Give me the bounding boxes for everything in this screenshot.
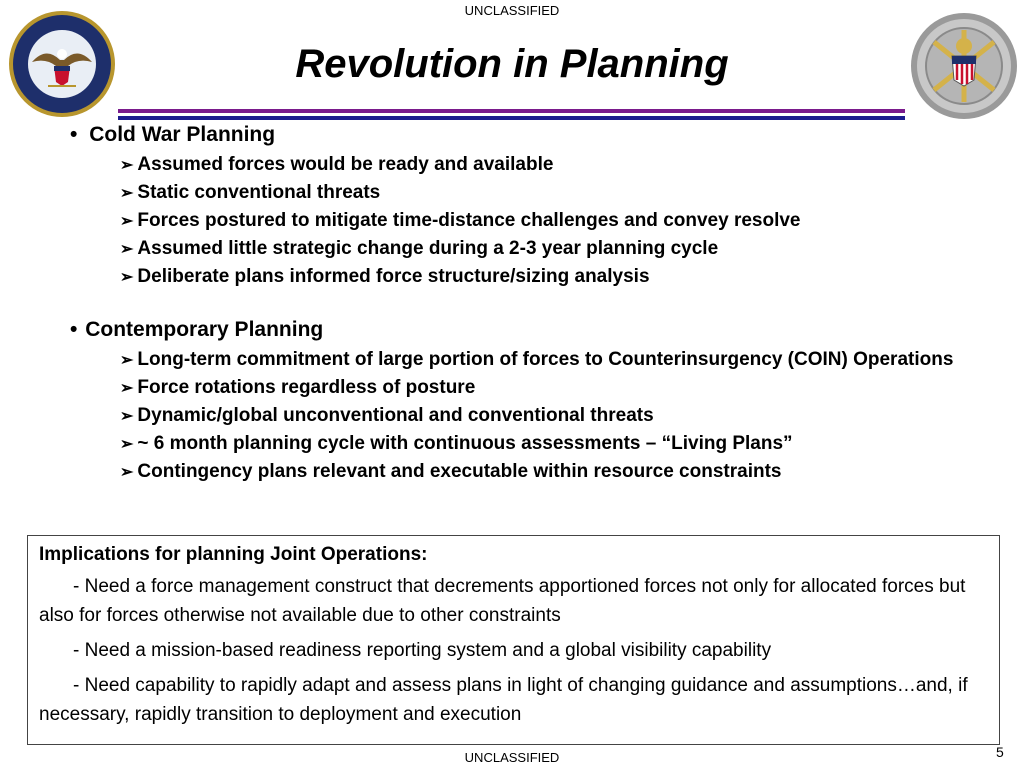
implications-title: Implications for planning Joint Operations:: [39, 544, 428, 565]
list-item-text: Deliberate plans informed force structure/sizing analysis: [137, 266, 650, 287]
cold-war-heading: [70, 123, 275, 147]
classification-banner-top: UNCLASSIFIED: [464, 3, 560, 18]
arrow-bullet-icon: ➢: [120, 269, 134, 286]
list-item-text: Static conventional threats: [137, 182, 381, 203]
list-item-text: Dynamic/global unconventional and conventional threats: [137, 405, 654, 426]
arrow-bullet-icon: ➢: [120, 380, 134, 397]
list-item-text: ~ 6 month planning cycle with continuous assessments – “Living Plans”: [137, 433, 793, 454]
title-rule-purple: [118, 109, 905, 113]
list-item-text: Long-term commitment of large portion of forces to Counterinsurgency (COIN) Operations: [137, 349, 954, 370]
contemporary-heading: [70, 318, 323, 342]
arrow-bullet-icon: ➢: [120, 464, 134, 481]
list-item-text: Contingency plans relevant and executable within resource constraints: [137, 461, 782, 482]
list-item: [120, 235, 1010, 263]
arrow-bullet-icon: ➢: [120, 185, 134, 202]
page-number: 5: [996, 744, 1004, 760]
implication-paragraph: - Need a force management construct that decrements apportioned forces not only for allocated forces but also for forces otherwise not available due to other constraints: [39, 576, 966, 626]
bullet: •: [70, 318, 78, 341]
title-rule-blue: [118, 116, 905, 120]
list-item: [120, 346, 1010, 374]
slide-title: Revolution in Planning: [295, 42, 729, 86]
classification-banner-bottom: UNCLASSIFIED: [464, 750, 560, 765]
arrow-bullet-icon: ➢: [120, 436, 134, 453]
contemporary-heading-text: Contemporary Planning: [85, 318, 324, 341]
list-item: [120, 179, 1010, 207]
list-item: [120, 402, 1010, 430]
list-item-text: Forces postured to mitigate time-distance challenges and convey resolve: [137, 210, 801, 231]
arrow-bullet-icon: ➢: [120, 352, 134, 369]
bullet: •: [70, 123, 78, 146]
list-item: [120, 374, 1010, 402]
arrow-bullet-icon: ➢: [120, 157, 134, 174]
arrow-bullet-icon: ➢: [120, 213, 134, 230]
list-item: [120, 458, 1010, 486]
contemporary-list: [120, 346, 1010, 486]
list-item: [120, 207, 1010, 235]
list-item-text: Assumed forces would be ready and available: [137, 154, 554, 175]
implications-box: [27, 535, 1000, 745]
cold-war-list: [120, 151, 1010, 291]
list-item-text: Force rotations regardless of posture: [137, 377, 476, 398]
implication-paragraph: - Need a mission-based readiness reporting system and a global visibility capability: [73, 640, 772, 661]
arrow-bullet-icon: ➢: [120, 241, 134, 258]
list-item: [120, 263, 1010, 291]
joint-chiefs-of-staff-seal-icon: [910, 12, 1018, 120]
list-item: [120, 151, 1010, 179]
arrow-bullet-icon: ➢: [120, 408, 134, 425]
list-item: [120, 430, 1010, 458]
cold-war-heading-text: Cold War Planning: [89, 123, 276, 146]
implication-paragraph: - Need capability to rapidly adapt and assess plans in light of changing guidance and assumptions…and, if necessary, rapidly transition to deployment and execution: [39, 675, 968, 725]
list-item-text: Assumed little strategic change during a 2-3 year planning cycle: [137, 238, 719, 259]
